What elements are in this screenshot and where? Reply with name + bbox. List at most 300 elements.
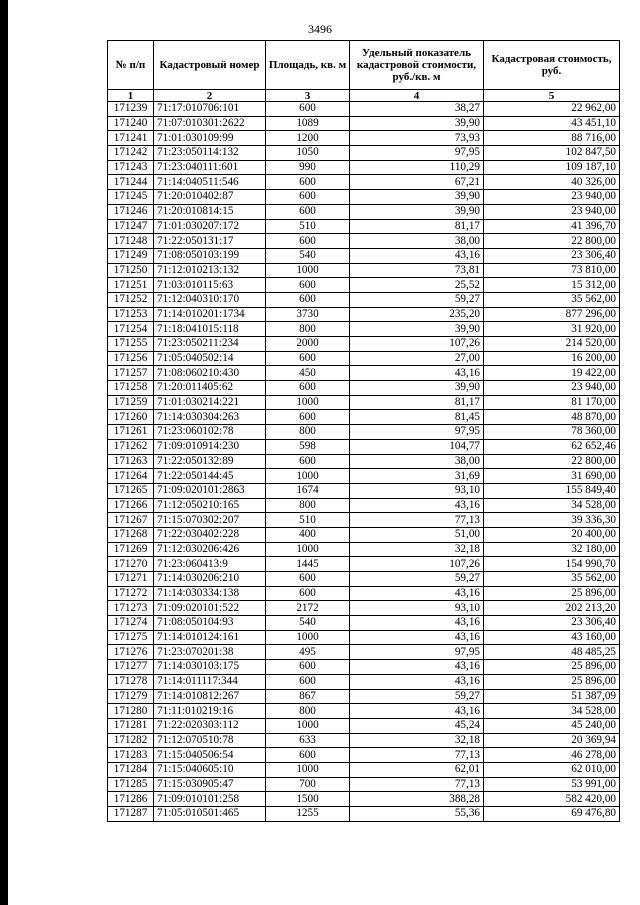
- cadastral-number-cell: 71:14:010201:1734: [154, 307, 266, 322]
- specific-value-cell: 62,01: [350, 762, 484, 777]
- cadastral-value-cell: 41 396,70: [484, 219, 620, 234]
- table-row: [108, 292, 620, 307]
- cadastral-value-cell: 35 562,00: [484, 292, 620, 307]
- cadastral-number-cell: 71:03:010115:63: [154, 278, 266, 293]
- area-cell: 1000: [266, 469, 350, 484]
- area-cell: 598: [266, 439, 350, 454]
- cadastral-number-cell: 71:20:011405:62: [154, 381, 266, 396]
- scan-edge-bar: [0, 0, 8, 905]
- cadastral-number-cell: 71:07:010301:2622: [154, 116, 266, 131]
- row-number-cell: 171284: [108, 762, 154, 777]
- cadastral-number-cell: 71:14:010124:161: [154, 630, 266, 645]
- row-number-cell: 171263: [108, 454, 154, 469]
- cadastral-number-cell: 71:14:011117:344: [154, 674, 266, 689]
- cadastral-number-cell: 71:18:041015:118: [154, 322, 266, 337]
- cadastral-number-cell: 71:22:030402:228: [154, 527, 266, 542]
- cadastral-number-cell: 71:22:050144:45: [154, 469, 266, 484]
- specific-value-cell: 43,16: [350, 248, 484, 263]
- specific-value-cell: 39,90: [350, 381, 484, 396]
- area-cell: 600: [266, 204, 350, 219]
- table-row: [108, 762, 620, 777]
- area-cell: 510: [266, 513, 350, 528]
- table-row: [108, 483, 620, 498]
- specific-value-cell: 388,28: [350, 792, 484, 807]
- table-row: [108, 498, 620, 513]
- specific-value-cell: 43,16: [350, 630, 484, 645]
- row-number-cell: 171244: [108, 175, 154, 190]
- specific-value-cell: 67,21: [350, 175, 484, 190]
- specific-value-cell: 59,27: [350, 572, 484, 587]
- area-cell: 600: [266, 278, 350, 293]
- cadastral-value-cell: 53 991,00: [484, 777, 620, 792]
- row-number-cell: 171255: [108, 337, 154, 352]
- cadastral-value-cell: 20 369,94: [484, 733, 620, 748]
- cadastral-number-cell: 71:08:060210:430: [154, 366, 266, 381]
- cadastral-number-cell: 71:15:030905:47: [154, 777, 266, 792]
- row-number-cell: 171252: [108, 292, 154, 307]
- row-number-cell: 171275: [108, 630, 154, 645]
- specific-value-cell: 59,27: [350, 689, 484, 704]
- row-number-cell: 171279: [108, 689, 154, 704]
- area-cell: 1000: [266, 263, 350, 278]
- cadastral-number-cell: 71:23:060413:9: [154, 557, 266, 572]
- cadastral-number-cell: 71:14:040511:546: [154, 175, 266, 190]
- specific-value-cell: 59,27: [350, 292, 484, 307]
- row-number-cell: 171272: [108, 586, 154, 601]
- header-row-number: № п/п: [108, 41, 154, 90]
- area-cell: 3730: [266, 307, 350, 322]
- row-number-cell: 171261: [108, 425, 154, 440]
- row-number-cell: 171287: [108, 807, 154, 822]
- cadastral-value-cell: 19 422,00: [484, 366, 620, 381]
- cadastral-value-cell: 32 180,00: [484, 542, 620, 557]
- area-cell: 800: [266, 425, 350, 440]
- area-cell: 1500: [266, 792, 350, 807]
- cadastral-value-cell: 214 520,00: [484, 337, 620, 352]
- table-row: [108, 410, 620, 425]
- specific-value-cell: 43,16: [350, 704, 484, 719]
- cadastral-value-cell: 62 010,00: [484, 762, 620, 777]
- row-number-cell: 171285: [108, 777, 154, 792]
- cadastral-value-cell: 20 400,00: [484, 527, 620, 542]
- cadastral-value-cell: 45 240,00: [484, 718, 620, 733]
- header-area: Площадь, кв. м: [266, 41, 350, 90]
- table-header: [108, 41, 620, 102]
- row-number-cell: 171251: [108, 278, 154, 293]
- row-number-cell: 171247: [108, 219, 154, 234]
- table-row: [108, 630, 620, 645]
- area-cell: 600: [266, 175, 350, 190]
- table-row: [108, 381, 620, 396]
- header-cadastral-value: Кадастровая стоимость, руб.: [484, 41, 620, 90]
- specific-value-cell: 39,90: [350, 322, 484, 337]
- cadastral-number-cell: 71:08:050104:93: [154, 616, 266, 631]
- header-cadastral-number: Кадастровый номер: [154, 41, 266, 90]
- specific-value-cell: 43,16: [350, 616, 484, 631]
- cadastral-number-cell: 71:09:020101:522: [154, 601, 266, 616]
- row-number-cell: 171266: [108, 498, 154, 513]
- area-cell: 540: [266, 248, 350, 263]
- cadastral-value-cell: 39 336,30: [484, 513, 620, 528]
- cadastral-number-cell: 71:22:050131:17: [154, 234, 266, 249]
- table-row: [108, 395, 620, 410]
- area-cell: 1089: [266, 116, 350, 131]
- area-cell: 540: [266, 616, 350, 631]
- row-number-cell: 171262: [108, 439, 154, 454]
- table-row: [108, 322, 620, 337]
- column-number: 4: [350, 90, 484, 102]
- row-number-cell: 171245: [108, 190, 154, 205]
- area-cell: 1255: [266, 807, 350, 822]
- table-row: [108, 307, 620, 322]
- cadastral-value-cell: 582 420,00: [484, 792, 620, 807]
- cadastral-number-cell: 71:23:050211:234: [154, 337, 266, 352]
- cadastral-number-cell: 71:22:050132:89: [154, 454, 266, 469]
- cadastral-number-cell: 71:14:010812:267: [154, 689, 266, 704]
- cadastral-value-cell: 22 962,00: [484, 102, 620, 117]
- specific-value-cell: 97,95: [350, 645, 484, 660]
- row-number-cell: 171254: [108, 322, 154, 337]
- cadastral-number-cell: 71:12:010213:132: [154, 263, 266, 278]
- table-row: [108, 131, 620, 146]
- row-number-cell: 171278: [108, 674, 154, 689]
- row-number-cell: 171286: [108, 792, 154, 807]
- row-number-cell: 171268: [108, 527, 154, 542]
- area-cell: 600: [266, 351, 350, 366]
- cadastral-number-cell: 71:22:020303:112: [154, 718, 266, 733]
- table-row: [108, 160, 620, 175]
- row-number-cell: 171246: [108, 204, 154, 219]
- specific-value-cell: 39,90: [350, 204, 484, 219]
- cadastral-number-cell: 71:12:030206:426: [154, 542, 266, 557]
- cadastral-value-cell: 23 940,00: [484, 204, 620, 219]
- page-number: 3496: [308, 22, 332, 36]
- row-number-cell: 171259: [108, 395, 154, 410]
- area-cell: 600: [266, 586, 350, 601]
- area-cell: 1000: [266, 630, 350, 645]
- specific-value-cell: 43,16: [350, 498, 484, 513]
- cadastral-value-cell: 23 306,40: [484, 248, 620, 263]
- specific-value-cell: 104,77: [350, 439, 484, 454]
- cadastral-number-cell: 71:09:010914:230: [154, 439, 266, 454]
- table-row: [108, 674, 620, 689]
- area-cell: 700: [266, 777, 350, 792]
- specific-value-cell: 43,16: [350, 660, 484, 675]
- cadastral-value-cell: 25 896,00: [484, 674, 620, 689]
- table-row: [108, 425, 620, 440]
- specific-value-cell: 93,10: [350, 483, 484, 498]
- specific-value-cell: 27,00: [350, 351, 484, 366]
- table-body: [108, 102, 620, 822]
- area-cell: 800: [266, 704, 350, 719]
- specific-value-cell: 32,18: [350, 542, 484, 557]
- specific-value-cell: 81,17: [350, 219, 484, 234]
- specific-value-cell: 31,69: [350, 469, 484, 484]
- area-cell: 1445: [266, 557, 350, 572]
- specific-value-cell: 38,27: [350, 102, 484, 117]
- row-number-cell: 171276: [108, 645, 154, 660]
- table-row: [108, 601, 620, 616]
- cadastral-number-cell: 71:15:040605:10: [154, 762, 266, 777]
- row-number-cell: 171242: [108, 146, 154, 161]
- cadastral-value-table: [107, 40, 620, 822]
- cadastral-value-cell: 23 940,00: [484, 381, 620, 396]
- area-cell: 600: [266, 234, 350, 249]
- area-cell: 2000: [266, 337, 350, 352]
- area-cell: 867: [266, 689, 350, 704]
- cadastral-value-cell: 202 213,20: [484, 601, 620, 616]
- cadastral-value-cell: 81 170,00: [484, 395, 620, 410]
- table-row: [108, 175, 620, 190]
- cadastral-number-cell: 71:23:070201:38: [154, 645, 266, 660]
- table-row: [108, 542, 620, 557]
- cadastral-value-cell: 31 920,00: [484, 322, 620, 337]
- specific-value-cell: 39,90: [350, 116, 484, 131]
- cadastral-value-cell: 34 528,00: [484, 498, 620, 513]
- cadastral-number-cell: 71:20:010402:87: [154, 190, 266, 205]
- specific-value-cell: 81,45: [350, 410, 484, 425]
- table-row: [108, 718, 620, 733]
- column-number: 1: [108, 90, 154, 102]
- row-number-cell: 171274: [108, 616, 154, 631]
- area-cell: 450: [266, 366, 350, 381]
- area-cell: 633: [266, 733, 350, 748]
- area-cell: 1200: [266, 131, 350, 146]
- cadastral-number-cell: 71:23:050114:132: [154, 146, 266, 161]
- area-cell: 400: [266, 527, 350, 542]
- table-row: [108, 645, 620, 660]
- row-number-cell: 171257: [108, 366, 154, 381]
- row-number-cell: 171273: [108, 601, 154, 616]
- cadastral-number-cell: 71:23:060102:78: [154, 425, 266, 440]
- specific-value-cell: 107,26: [350, 337, 484, 352]
- cadastral-value-cell: 31 690,00: [484, 469, 620, 484]
- area-cell: 600: [266, 572, 350, 587]
- area-cell: 600: [266, 674, 350, 689]
- cadastral-number-cell: 71:17:010706:101: [154, 102, 266, 117]
- row-number-cell: 171265: [108, 483, 154, 498]
- area-cell: 800: [266, 322, 350, 337]
- row-number-cell: 171250: [108, 263, 154, 278]
- area-cell: 600: [266, 660, 350, 675]
- cadastral-number-cell: 71:01:030214:221: [154, 395, 266, 410]
- area-cell: 800: [266, 498, 350, 513]
- cadastral-number-cell: 71:01:030207:172: [154, 219, 266, 234]
- cadastral-value-cell: 25 896,00: [484, 586, 620, 601]
- header-row: [108, 41, 620, 90]
- table-row: [108, 748, 620, 763]
- table-row: [108, 234, 620, 249]
- row-number-cell: 171241: [108, 131, 154, 146]
- row-number-cell: 171249: [108, 248, 154, 263]
- table-row: [108, 146, 620, 161]
- table-row: [108, 689, 620, 704]
- row-number-cell: 171264: [108, 469, 154, 484]
- table-row: [108, 439, 620, 454]
- table-row: [108, 116, 620, 131]
- row-number-cell: 171258: [108, 381, 154, 396]
- cadastral-value-cell: 43 160,00: [484, 630, 620, 645]
- row-number-cell: 171256: [108, 351, 154, 366]
- cadastral-value-cell: 23 306,40: [484, 616, 620, 631]
- specific-value-cell: 93,10: [350, 601, 484, 616]
- table-row: [108, 219, 620, 234]
- cadastral-value-cell: 35 562,00: [484, 572, 620, 587]
- cadastral-number-cell: 71:08:050103:199: [154, 248, 266, 263]
- cadastral-number-cell: 71:14:030206:210: [154, 572, 266, 587]
- column-number: 5: [484, 90, 620, 102]
- column-number: 2: [154, 90, 266, 102]
- table-row: [108, 513, 620, 528]
- row-number-cell: 171269: [108, 542, 154, 557]
- row-number-cell: 171243: [108, 160, 154, 175]
- cadastral-number-cell: 71:20:010814:15: [154, 204, 266, 219]
- table-row: [108, 454, 620, 469]
- specific-value-cell: 25,52: [350, 278, 484, 293]
- table-row: [108, 248, 620, 263]
- cadastral-number-cell: 71:12:050210:165: [154, 498, 266, 513]
- cadastral-value-cell: 155 849,40: [484, 483, 620, 498]
- cadastral-number-cell: 71:15:040506:54: [154, 748, 266, 763]
- cadastral-value-cell: 16 200,00: [484, 351, 620, 366]
- table-row: [108, 586, 620, 601]
- cadastral-number-cell: 71:05:040502:14: [154, 351, 266, 366]
- area-cell: 1000: [266, 395, 350, 410]
- specific-value-cell: 51,00: [350, 527, 484, 542]
- table-row: [108, 807, 620, 822]
- specific-value-cell: 38,00: [350, 454, 484, 469]
- area-cell: 1000: [266, 718, 350, 733]
- specific-value-cell: 235,20: [350, 307, 484, 322]
- area-cell: 1050: [266, 146, 350, 161]
- specific-value-cell: 43,16: [350, 366, 484, 381]
- row-number-cell: 171282: [108, 733, 154, 748]
- specific-value-cell: 73,93: [350, 131, 484, 146]
- cadastral-value-cell: 51 387,09: [484, 689, 620, 704]
- area-cell: 495: [266, 645, 350, 660]
- table-row: [108, 278, 620, 293]
- specific-value-cell: 97,95: [350, 425, 484, 440]
- cadastral-value-cell: 40 326,00: [484, 175, 620, 190]
- table-row: [108, 616, 620, 631]
- specific-value-cell: 43,16: [350, 586, 484, 601]
- table-row: [108, 572, 620, 587]
- cadastral-value-cell: 15 312,00: [484, 278, 620, 293]
- table-row: [108, 190, 620, 205]
- table-row: [108, 557, 620, 572]
- area-cell: 2172: [266, 601, 350, 616]
- cadastral-value-cell: 23 940,00: [484, 190, 620, 205]
- area-cell: 510: [266, 219, 350, 234]
- header-specific-value: Удельный показатель кадастровой стоимости, руб./кв. м: [350, 41, 484, 90]
- area-cell: 990: [266, 160, 350, 175]
- specific-value-cell: 81,17: [350, 395, 484, 410]
- cadastral-value-cell: 73 810,00: [484, 263, 620, 278]
- cadastral-number-cell: 71:09:020101:2863: [154, 483, 266, 498]
- cadastral-value-cell: 78 360,00: [484, 425, 620, 440]
- row-number-cell: 171270: [108, 557, 154, 572]
- cadastral-value-cell: 22 800,00: [484, 234, 620, 249]
- table-row: [108, 527, 620, 542]
- row-number-cell: 171281: [108, 718, 154, 733]
- row-number-cell: 171267: [108, 513, 154, 528]
- cadastral-number-cell: 71:12:040310:170: [154, 292, 266, 307]
- cadastral-value-cell: 62 652,46: [484, 439, 620, 454]
- cadastral-value-cell: 48 485,25: [484, 645, 620, 660]
- area-cell: 600: [266, 381, 350, 396]
- row-number-cell: 171283: [108, 748, 154, 763]
- cadastral-number-cell: 71:11:010219:16: [154, 704, 266, 719]
- cadastral-number-cell: 71:14:030334:138: [154, 586, 266, 601]
- column-number: 3: [266, 90, 350, 102]
- cadastral-number-cell: 71:01:030109:99: [154, 131, 266, 146]
- specific-value-cell: 97,95: [350, 146, 484, 161]
- area-cell: 600: [266, 748, 350, 763]
- specific-value-cell: 55,36: [350, 807, 484, 822]
- specific-value-cell: 39,90: [350, 190, 484, 205]
- specific-value-cell: 107,26: [350, 557, 484, 572]
- cadastral-value-cell: 88 716,00: [484, 131, 620, 146]
- specific-value-cell: 38,00: [350, 234, 484, 249]
- cadastral-value-cell: 43 451,10: [484, 116, 620, 131]
- cadastral-number-cell: 71:14:030103:175: [154, 660, 266, 675]
- row-number-cell: 171277: [108, 660, 154, 675]
- table-row: [108, 366, 620, 381]
- cadastral-value-cell: 25 896,00: [484, 660, 620, 675]
- table-row: [108, 351, 620, 366]
- table-row: [108, 263, 620, 278]
- table-row: [108, 102, 620, 117]
- row-number-cell: 171240: [108, 116, 154, 131]
- cadastral-value-cell: 877 296,00: [484, 307, 620, 322]
- cadastral-value-cell: 48 870,00: [484, 410, 620, 425]
- cadastral-value-cell: 102 847,50: [484, 146, 620, 161]
- cadastral-value-cell: 154 990,70: [484, 557, 620, 572]
- specific-value-cell: 73,81: [350, 263, 484, 278]
- area-cell: 1674: [266, 483, 350, 498]
- cadastral-number-cell: 71:12:070510:78: [154, 733, 266, 748]
- column-number-row: [108, 90, 620, 102]
- table-row: [108, 704, 620, 719]
- specific-value-cell: 77,13: [350, 748, 484, 763]
- table-row: [108, 777, 620, 792]
- cadastral-number-cell: 71:14:030304:263: [154, 410, 266, 425]
- area-cell: 600: [266, 102, 350, 117]
- area-cell: 600: [266, 454, 350, 469]
- row-number-cell: 171239: [108, 102, 154, 117]
- row-number-cell: 171280: [108, 704, 154, 719]
- cadastral-value-cell: 22 800,00: [484, 454, 620, 469]
- table-row: [108, 660, 620, 675]
- specific-value-cell: 43,16: [350, 674, 484, 689]
- specific-value-cell: 32,18: [350, 733, 484, 748]
- table-row: [108, 733, 620, 748]
- cadastral-number-cell: 71:05:010501:465: [154, 807, 266, 822]
- area-cell: 600: [266, 410, 350, 425]
- cadastral-value-cell: 34 528,00: [484, 704, 620, 719]
- table-row: [108, 204, 620, 219]
- specific-value-cell: 110,29: [350, 160, 484, 175]
- row-number-cell: 171248: [108, 234, 154, 249]
- area-cell: 1000: [266, 762, 350, 777]
- row-number-cell: 171260: [108, 410, 154, 425]
- table-row: [108, 469, 620, 484]
- area-cell: 1000: [266, 542, 350, 557]
- cadastral-number-cell: 71:23:040111:601: [154, 160, 266, 175]
- specific-value-cell: 45,24: [350, 718, 484, 733]
- cadastral-number-cell: 71:09:010101:258: [154, 792, 266, 807]
- cadastral-value-cell: 109 187,10: [484, 160, 620, 175]
